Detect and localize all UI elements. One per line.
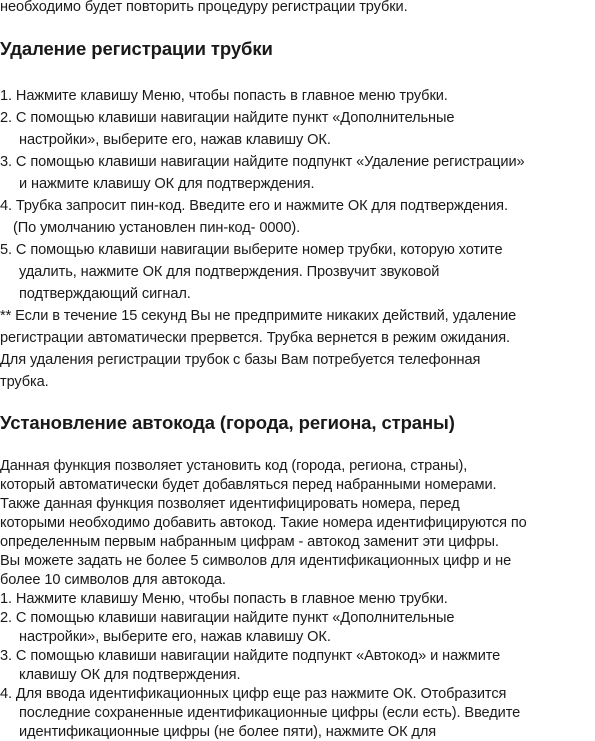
paragraph-line: более 10 символов для автокода. [0,572,226,588]
list-item: идентификационные цифры (не более пяти), нажмите ОК для [19,724,437,740]
list-item: удалить, нажмите ОК для подтверждения. Прозвучит звуковой [19,264,440,280]
paragraph-line: который автоматически будет добавляться перед набранными номерами. [0,477,497,493]
list-item: 5. С помощью клавиши навигации выберите номер трубки, которую хотите [0,242,503,258]
list-item: 3. С помощью клавиши навигации найдите подпункт «Автокод» и нажмите [0,648,501,664]
list-item: клавишу ОК для подтверждения. [19,667,241,683]
paragraph-line: определенным первым набранным цифрам - автокод заменит эти цифры. [0,534,499,550]
paragraph-line: Вы можете задать не более 5 символов для идентификационных цифр и не [0,553,512,569]
paragraph-line: которыми необходимо добавить автокод. Такие номера идентифицируются по [0,515,527,531]
list-item: 2. С помощью клавиши навигации найдите пункт «Дополнительные [0,610,455,626]
list-item: 4. Для ввода идентификационных цифр еще раз нажмите ОК. Отобразится [0,686,507,702]
note-line: регистрации автоматически прервется. Трубка вернется в режим ожидания. [0,330,510,346]
list-item: 1. Нажмите клавишу Меню, чтобы попасть в главное меню трубки. [0,591,448,607]
list-item: и нажмите клавишу ОК для подтверждения. [19,176,315,192]
list-item: настройки», выберите его, нажав клавишу ОК. [19,629,331,645]
note-line: Для удаления регистрации трубок с базы Вам потребуется телефонная [0,352,481,368]
list-item: подтверждающий сигнал. [19,286,191,302]
note-line: трубка. [0,374,49,390]
paragraph-line: Данная функция позволяет установить код (города, региона, страны), [0,458,468,474]
paragraph-line: Также данная функция позволяет идентифицировать номера, перед [0,496,460,512]
list-item: (По умолчанию установлен пин-код- 0000). [13,220,301,236]
list-item: 2. С помощью клавиши навигации найдите пункт «Дополнительные [0,110,455,126]
list-item: 4. Трубка запросит пин-код. Введите его и нажмите ОК для подтверждения. [0,198,508,214]
intro-tail: необходимо будет повторить процедуру регистрации трубки. [0,0,408,15]
list-item: последние сохраненные идентификационные цифры (если есть). Введите [19,705,521,721]
note-line: ** Если в течение 15 секунд Вы не предпримите никаких действий, удаление [0,308,517,324]
list-item: настройки», выберите его, нажав клавишу ОК. [19,132,331,148]
section-heading-remove-registration: Удаление регистрации трубки [0,38,273,59]
list-item: 3. С помощью клавиши навигации найдите подпункт «Удаление регистрации» [0,154,525,170]
section-heading-autocode: Установление автокода (города, региона, страны) [0,412,455,433]
list-item: 1. Нажмите клавишу Меню, чтобы попасть в главное меню трубки. [0,88,448,104]
